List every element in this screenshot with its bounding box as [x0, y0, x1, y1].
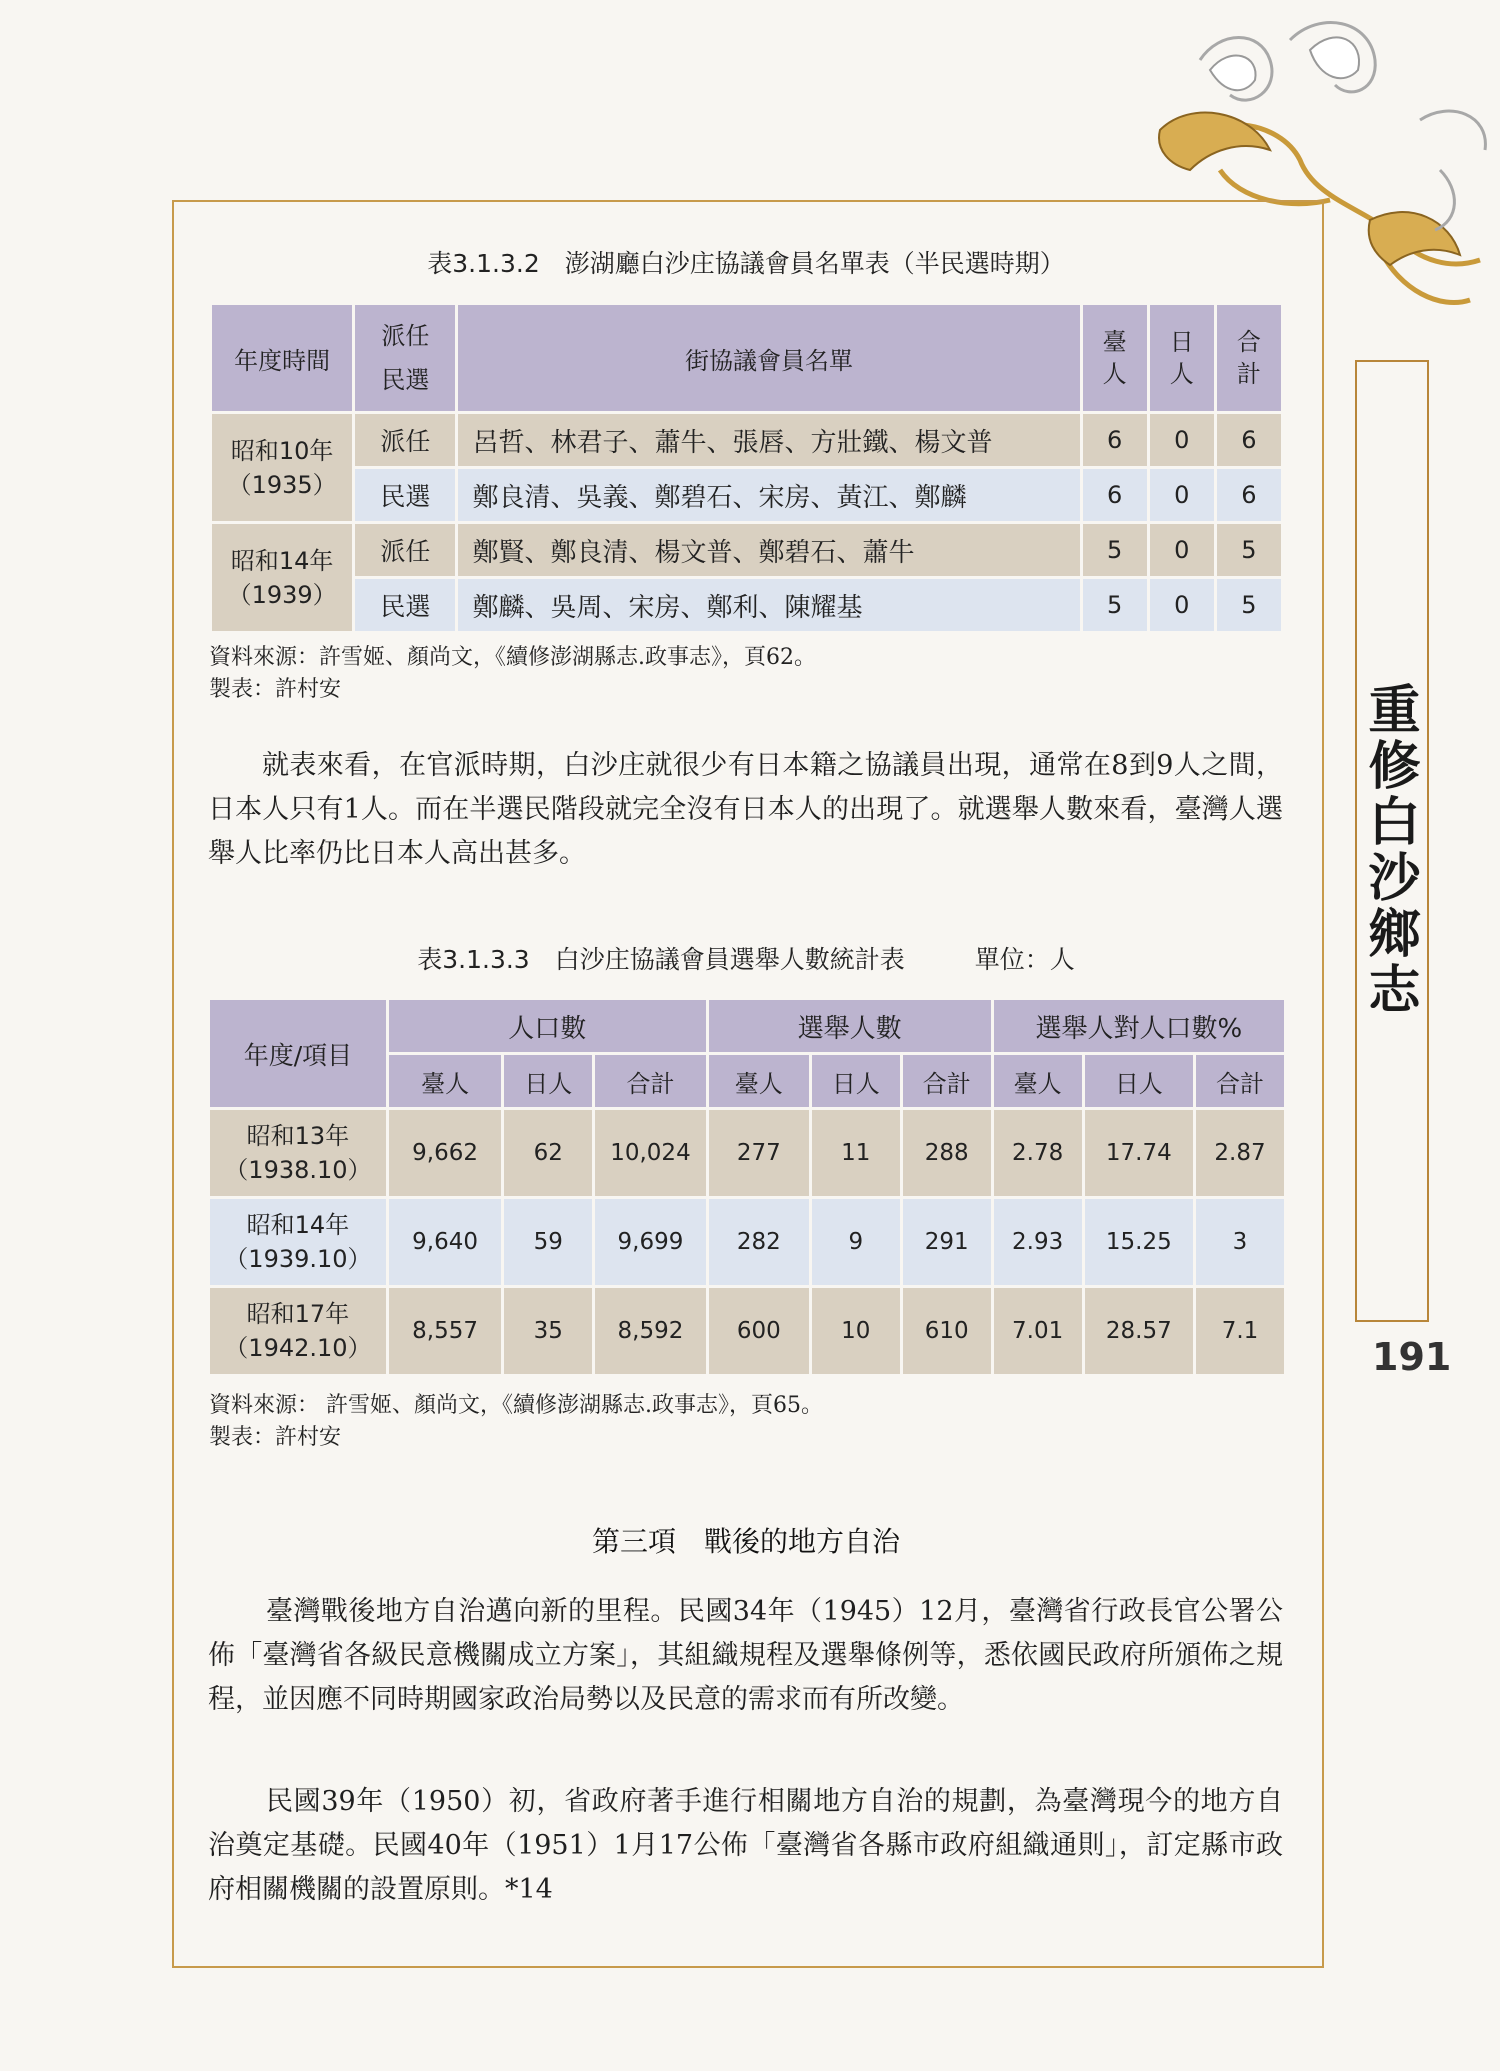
value-cell: 2.93	[994, 1199, 1082, 1285]
value-cell: 10,024	[595, 1110, 705, 1196]
voter-statistics-table	[207, 997, 1287, 1377]
value-cell: 8,592	[595, 1288, 705, 1374]
header-total: 合 計	[1217, 305, 1281, 411]
table2-unit: 單位：人	[974, 945, 1075, 974]
paragraph-1: 就表來看，在官派時期，白沙庄就很少有日本籍之協議員出現，通常在8到9人之間，日本人只有1人。而在半選民階段就完全沒有日本人的出現了。就選舉人數來看，臺灣人選舉人比率仍比日本人高出甚多。	[208, 750, 1283, 869]
total-count-cell: 6	[1217, 469, 1281, 521]
tw-count-cell: 5	[1083, 524, 1147, 576]
value-cell: 282	[709, 1199, 809, 1285]
tw-count-cell: 6	[1083, 414, 1147, 466]
year-cell: 昭和17年 （1942.10）	[210, 1288, 386, 1374]
value-cell: 8,557	[389, 1288, 501, 1374]
table-row	[212, 469, 1281, 521]
year-cell: 昭和14年 （1939.10）	[210, 1199, 386, 1285]
members-cell: 呂哲、林君子、蕭牛、張唇、方壯鐵、楊文普	[458, 414, 1079, 466]
value-cell: 600	[709, 1288, 809, 1374]
table-row	[212, 414, 1281, 466]
members-cell: 鄭麟、吳周、宋房、鄭利、陳耀基	[458, 579, 1079, 631]
value-cell: 9,662	[389, 1110, 501, 1196]
header-taiwanese: 臺 人	[1083, 305, 1147, 411]
value-cell: 2.87	[1196, 1110, 1284, 1196]
subheader: 日人	[812, 1055, 900, 1107]
book-title: 重修白沙鄉志	[1355, 360, 1429, 1322]
header-period: 年度時間	[212, 305, 352, 411]
header-members: 街協議會員名單	[458, 305, 1079, 411]
subheader: 合計	[595, 1055, 705, 1107]
table2-source: 資料來源： 許雪姬、顏尚文，《續修澎湖縣志.政事志》，頁65。 製表：許村安	[209, 1393, 823, 1450]
members-cell: 鄭賢、鄭良清、楊文普、鄭碧石、蕭牛	[458, 524, 1079, 576]
year-cell: 昭和13年 （1938.10）	[210, 1110, 386, 1196]
table1-source: 資料來源：許雪姬、顏尚文，《續修澎湖縣志.政事志》，頁62。 製表：許村安	[209, 645, 816, 702]
table1-caption: 表3.1.3.2 澎湖廳白沙庄協議會員名單表（半民選時期）	[427, 249, 1065, 278]
paragraph-3: 民國39年（1950）初，省政府著手進行相關地方自治的規劃，為臺灣現今的地方自治奠定基礎。民國40年（1951）1月17公佈「臺灣省各縣市政府組織通則」，訂定縣市政府相關機關的設置原則。*14	[208, 1786, 1283, 1905]
value-cell: 15.25	[1085, 1199, 1193, 1285]
subheader: 日人	[1085, 1055, 1193, 1107]
table-row	[212, 524, 1281, 576]
table-row	[210, 1110, 1284, 1196]
type-cell: 民選	[355, 579, 455, 631]
total-count-cell: 6	[1217, 414, 1281, 466]
value-cell: 2.78	[994, 1110, 1082, 1196]
table-row	[212, 579, 1281, 631]
value-cell: 35	[504, 1288, 592, 1374]
members-cell: 鄭良清、吳義、鄭碧石、宋房、黃江、鄭麟	[458, 469, 1079, 521]
value-cell: 59	[504, 1199, 592, 1285]
header-japanese: 日 人	[1150, 305, 1214, 411]
type-cell: 民選	[355, 469, 455, 521]
header-voter-ratio: 選舉人對人口數%	[994, 1000, 1284, 1052]
value-cell: 9	[812, 1199, 900, 1285]
table-row	[210, 1199, 1284, 1285]
value-cell: 62	[504, 1110, 592, 1196]
section-title: 第三項 戰後的地方自治	[591, 1525, 900, 1558]
jp-count-cell: 0	[1150, 579, 1214, 631]
subheader: 臺人	[389, 1055, 501, 1107]
value-cell: 10	[812, 1288, 900, 1374]
paragraph-2: 臺灣戰後地方自治邁向新的里程。民國34年（1945）12月，臺灣省行政長官公署公佈「臺灣省各級民意機關成立方案」，其組織規程及選舉條例等，悉依國民政府所頒佈之規程，並因應不同時期國家政治局勢以及民意的需求而有所改變。	[208, 1596, 1283, 1715]
value-cell: 288	[903, 1110, 991, 1196]
tw-count-cell: 6	[1083, 469, 1147, 521]
jp-count-cell: 0	[1150, 469, 1214, 521]
period-cell: 昭和14年 （1939）	[212, 524, 352, 631]
subheader: 合計	[903, 1055, 991, 1107]
jp-count-cell: 0	[1150, 414, 1214, 466]
value-cell: 610	[903, 1288, 991, 1374]
subheader: 臺人	[709, 1055, 809, 1107]
table-row	[210, 1288, 1284, 1374]
type-cell: 派任	[355, 524, 455, 576]
table2-caption: 表3.1.3.3 白沙庄協議會員選舉人數統計表 單位：人	[417, 945, 1075, 974]
header-type: 派任 民選	[355, 305, 455, 411]
page-number: 191	[1372, 1335, 1452, 1379]
type-cell: 派任	[355, 414, 455, 466]
subheader: 合計	[1196, 1055, 1284, 1107]
subheader: 臺人	[994, 1055, 1082, 1107]
value-cell: 9,699	[595, 1199, 705, 1285]
value-cell: 7.01	[994, 1288, 1082, 1374]
total-count-cell: 5	[1217, 524, 1281, 576]
header-corner: 年度/項目	[210, 1000, 386, 1107]
value-cell: 9,640	[389, 1199, 501, 1285]
value-cell: 277	[709, 1110, 809, 1196]
council-members-table	[209, 302, 1284, 634]
value-cell: 291	[903, 1199, 991, 1285]
header-population: 人口數	[389, 1000, 706, 1052]
subheader: 日人	[504, 1055, 592, 1107]
value-cell: 17.74	[1085, 1110, 1193, 1196]
value-cell: 11	[812, 1110, 900, 1196]
header-voters: 選舉人數	[709, 1000, 991, 1052]
total-count-cell: 5	[1217, 579, 1281, 631]
tw-count-cell: 5	[1083, 579, 1147, 631]
period-cell: 昭和10年 （1935）	[212, 414, 352, 521]
jp-count-cell: 0	[1150, 524, 1214, 576]
value-cell: 7.1	[1196, 1288, 1284, 1374]
value-cell: 3	[1196, 1199, 1284, 1285]
value-cell: 28.57	[1085, 1288, 1193, 1374]
